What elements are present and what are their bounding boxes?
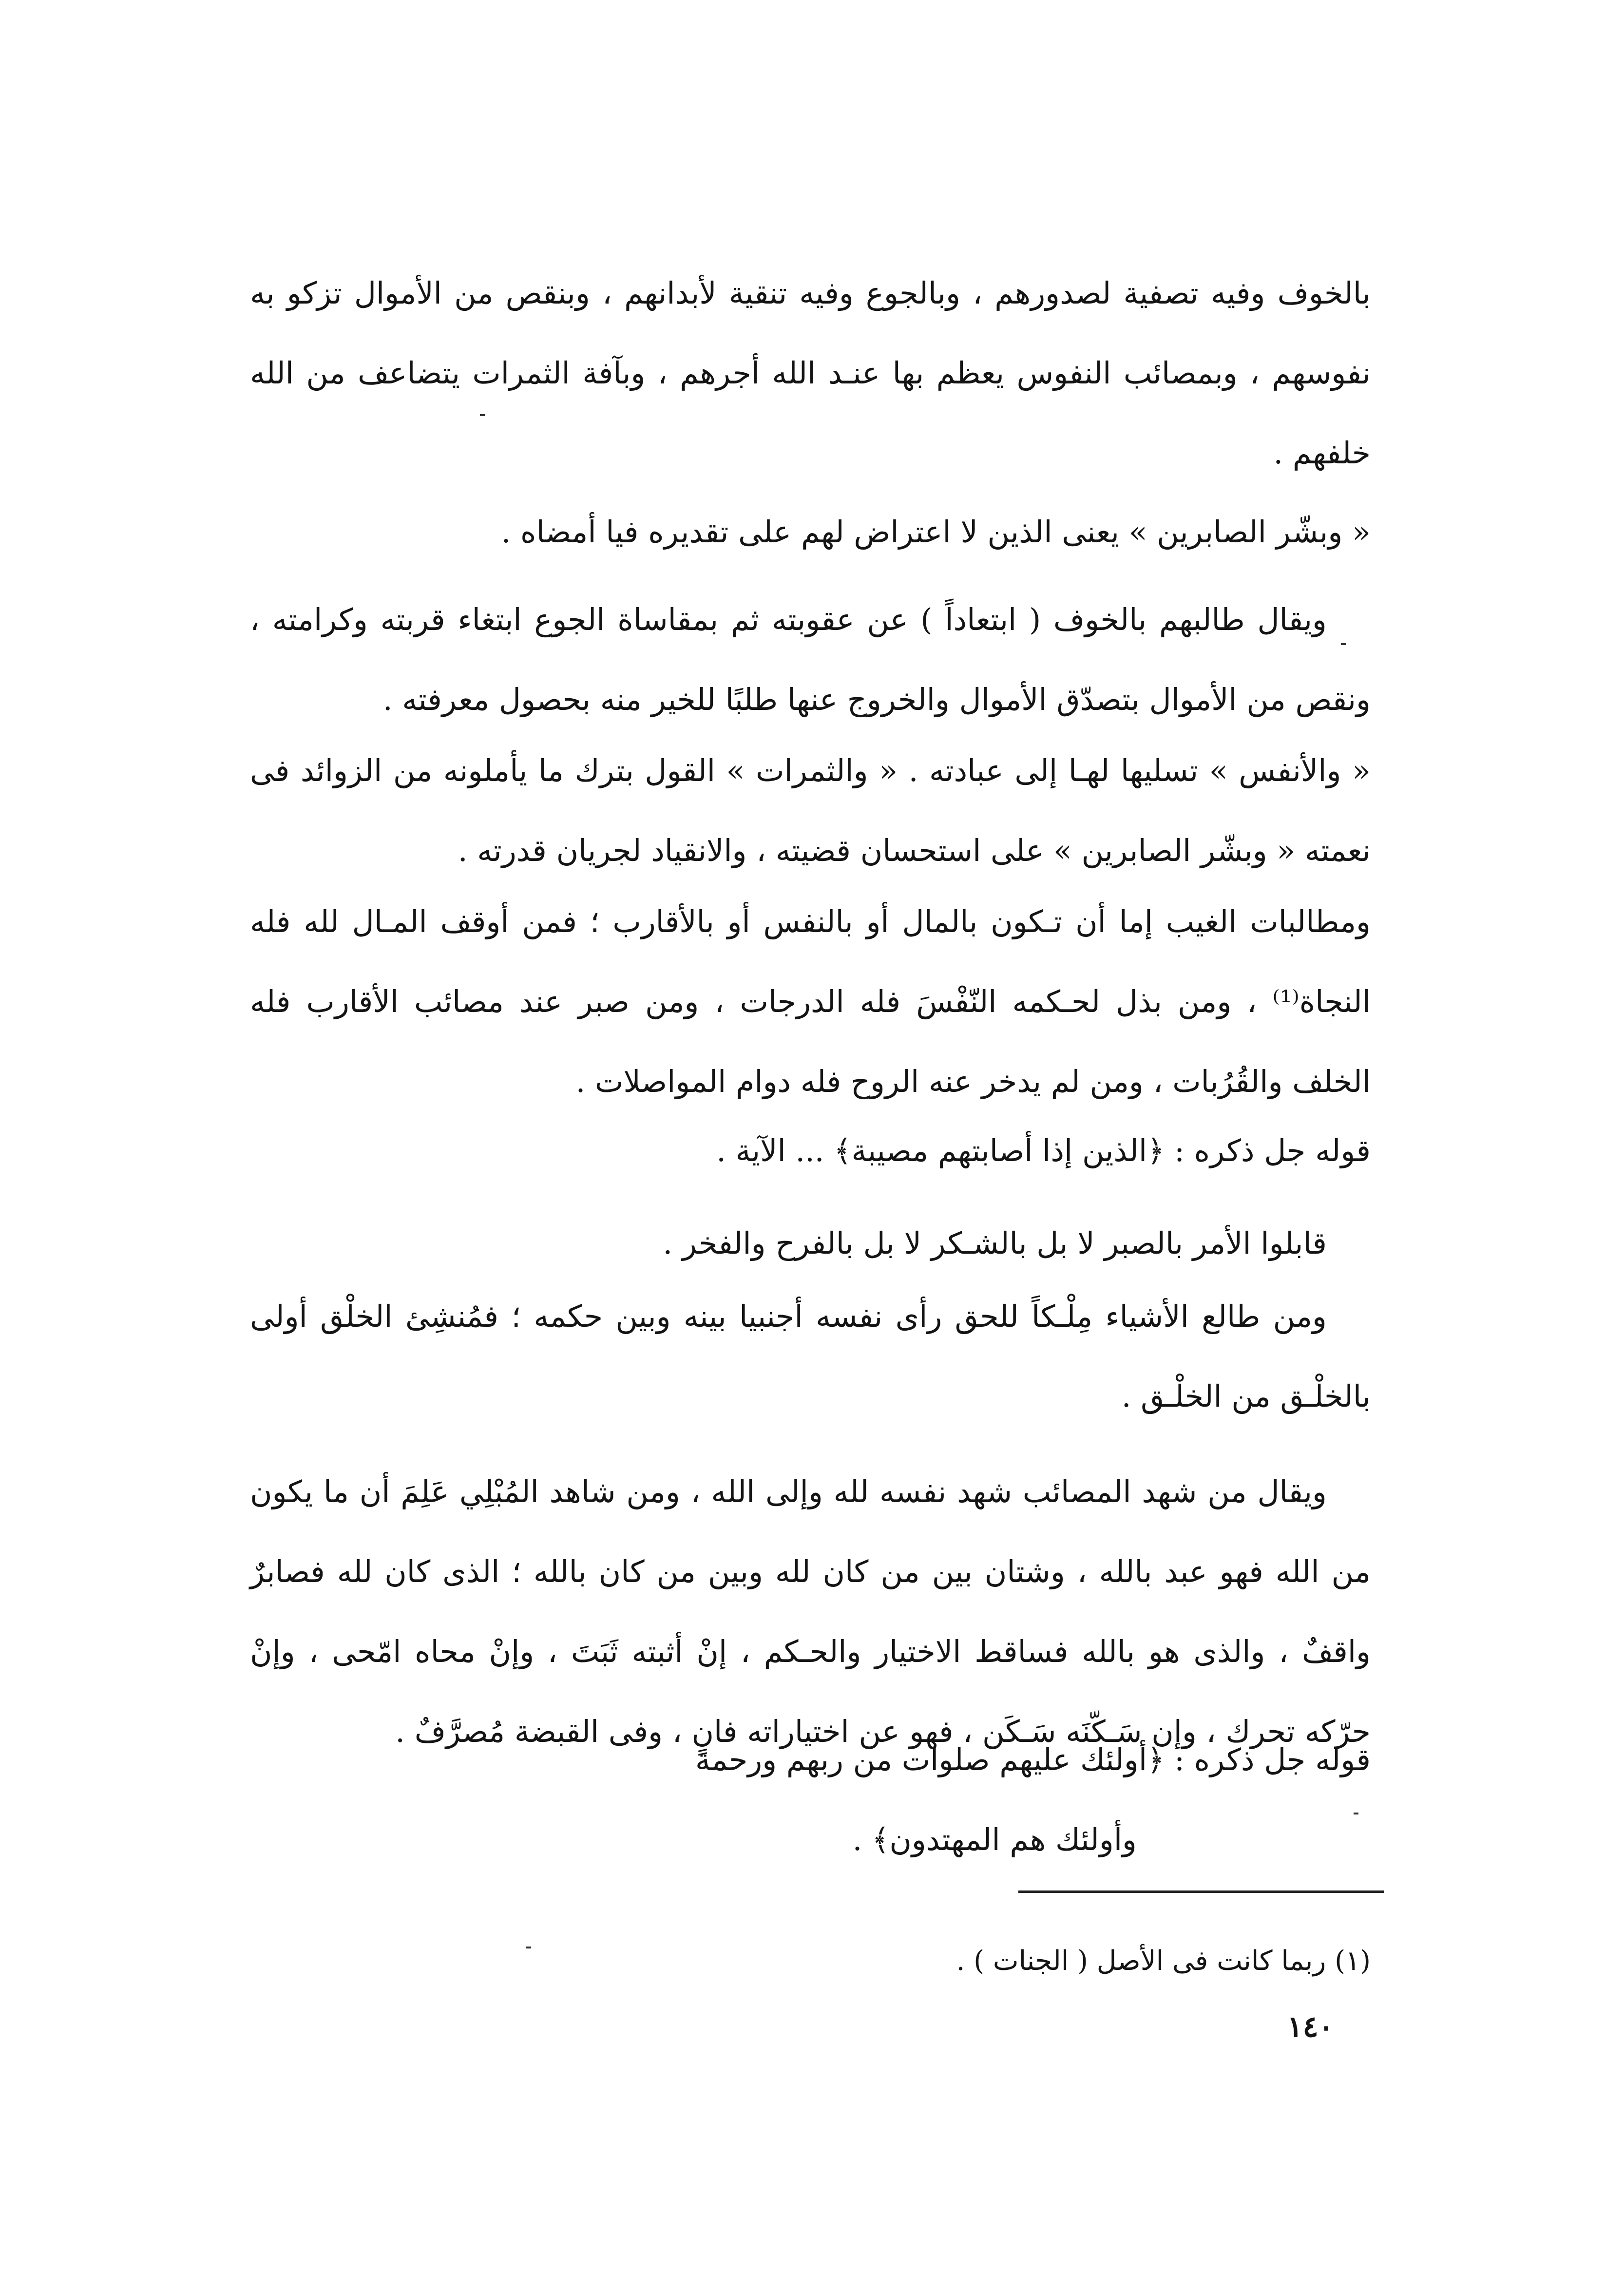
paragraph-3 [250, 580, 1371, 740]
verse-heading-2 [250, 1720, 1371, 1880]
paragraph-text: ويقال من شهد المصائب شهد نفسه لله وإلى الله ، ومن شاهد المُبْلِي عَلِمَ أن ما يكون من الله فهو عبد بالله ، وشتان بين من كان لله وبين من كان بالله ؛ الذى كان لله فصابرٌ واقفٌ ، والذى هو بالله فساقط الاختيار والحـكم ، إنْ أثبته ثَبَتَ ، وإنْ محاه امّحى ، وإنْ حرّكه تحرك ، وإن سَـكّنَه سَـكَن ، فهو عن اختياراته فانٍ ، وفى القبضة مُصرَّفٌ . [250, 1474, 1371, 1749]
paragraph-2 [250, 492, 1371, 572]
paragraph-7 [250, 1203, 1371, 1283]
verse-line-2: وأولئك هم المهتدون﴾ . [852, 1822, 1137, 1857]
paragraph-text: ومطالبات الغيب إما أن تـكون بالمال أو بالنفس أو بالأقارب ؛ فمن أوقف المـال لله فله النجاة⁽¹⁾ ، ومن بذل لحـكمه النّفْسَ فله الدرجات ، ومن صبر عند مصائب الأقارب فله الخلف والقُرُبات ، ومن لم يدخر عنه الروح فله دوام المواصلات . [250, 904, 1371, 1099]
paragraph-5 [250, 882, 1371, 1122]
verse-heading-text [250, 1720, 1371, 1880]
paragraph-1 [250, 253, 1371, 493]
scan-speck [480, 414, 485, 416]
verse-line-1: قوله جل ذكره : ﴿أولئك عليهم صلوات من ربهم ورحمة [695, 1742, 1371, 1777]
footnote: (١) ربما كانت فى الأصل ( الجنات ) . [956, 1945, 1371, 1977]
footnote-divider [1018, 1890, 1384, 1893]
paragraph-text: ويقال طالبهم بالخوف ( ابتعاداً ) عن عقوبته ثم بمقاساة الجوع ابتغاء قربته وكرامته ، ونقص من الأموال بتصدّق الأموال والخروج عنها طلبًا للخير منه بحصول معرفته . [250, 602, 1371, 717]
paragraph-text: ومن طالع الأشياء مِلْـكاً للحق رأى نفسه أجنبيا بينه وبين حكمه ؛ فمُنشِئ الخلْق أولى بالخلْـق من الخلْـق . [250, 1298, 1371, 1414]
paragraph-text: قابلوا الأمر بالصبر لا بل بالشـكر لا بل بالفرح والفخر . [663, 1225, 1327, 1261]
verse-heading-1 [250, 1111, 1371, 1191]
scan-speck [526, 1947, 531, 1948]
scan-speck [1341, 643, 1346, 645]
paragraph-text: بالخوف وفيه تصفية لصدورهم ، وبالجوع وفيه تنقية لأبدانهم ، وبنقص من الأموال تزكو به نفوسهم ، وبمصائب النفوس يعظم بها عنـد الله أجرهم ، وبآفة الثمرات يتضاعف من الله خلفهم . [250, 275, 1371, 471]
scan-speck [1354, 1813, 1358, 1814]
paragraph-text: « وبشّر الصابرين » يعنى الذين لا اعتراض لهم على تقديره فيا أمضاه . [501, 514, 1371, 550]
paragraph-8 [250, 1277, 1371, 1436]
paragraph-text: « والأنفس » تسليها لهـا إلى عبادته . « والثمرات » القول بترك ما يأملونه من الزوائد فى نعمته « وبشّر الصابرين » على استحسان قضيته ، والانقياد لجريان قدرته . [250, 753, 1371, 868]
verse-heading-text: قوله جل ذكره : ﴿الذين إذا أصابتهم مصيبة﴾ ... الآية . [716, 1133, 1371, 1168]
paragraph-4 [250, 731, 1371, 891]
page-number: ١٤٠ [1287, 2010, 1334, 2044]
